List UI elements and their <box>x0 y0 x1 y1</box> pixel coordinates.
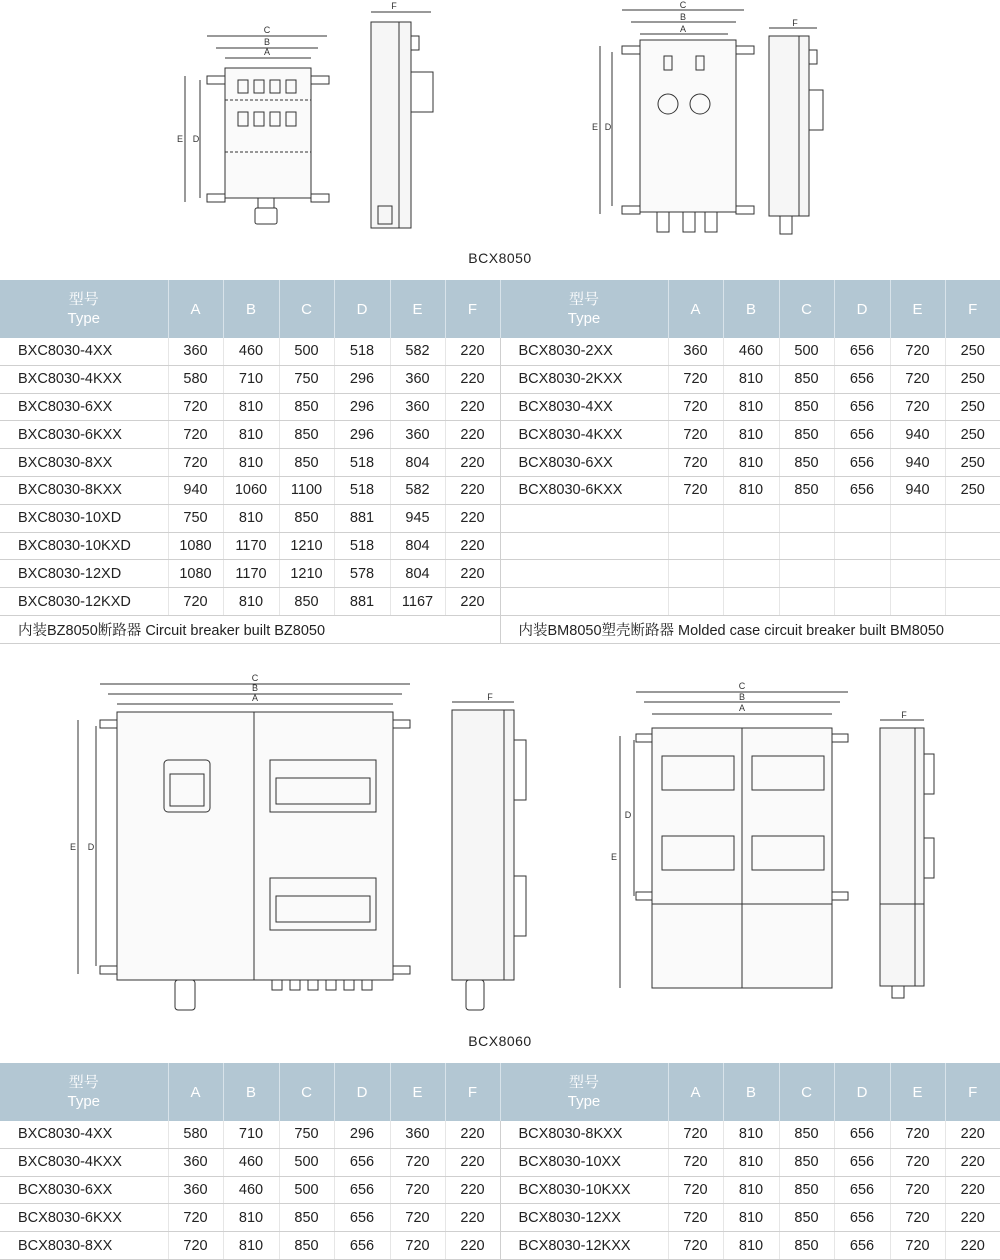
value-cell: 720 <box>668 449 723 477</box>
value-cell: 250 <box>945 338 1000 365</box>
value-cell: 810 <box>723 1148 779 1176</box>
value-cell: 500 <box>279 1176 334 1204</box>
value-cell <box>890 588 945 616</box>
type-cell: BCX8030-4XX <box>500 393 668 421</box>
table-row <box>0 1232 1000 1260</box>
value-cell: 1170 <box>223 560 279 588</box>
value-cell: 810 <box>223 588 279 616</box>
spec-table-bcx8060 <box>0 1063 1000 1260</box>
bcx8050-technical-drawing <box>0 0 1000 250</box>
value-cell: 220 <box>945 1148 1000 1176</box>
value-cell: 810 <box>223 1204 279 1232</box>
value-cell: 881 <box>334 588 390 616</box>
value-cell: 940 <box>168 476 223 504</box>
value-cell: 1100 <box>279 476 334 504</box>
dim-label-f: F <box>487 692 493 702</box>
value-cell <box>945 588 1000 616</box>
value-cell: 720 <box>668 393 723 421</box>
value-cell <box>779 588 834 616</box>
header-e: E <box>390 280 445 338</box>
value-cell: 656 <box>834 1148 890 1176</box>
value-cell: 360 <box>668 338 723 365</box>
value-cell: 220 <box>445 1148 500 1176</box>
note-row <box>0 615 1000 643</box>
value-cell: 656 <box>834 476 890 504</box>
value-cell <box>834 504 890 532</box>
value-cell: 720 <box>668 365 723 393</box>
type-cell: BXC8030-4KXX <box>0 365 168 393</box>
header-a: A <box>168 1063 223 1121</box>
value-cell: 881 <box>334 504 390 532</box>
dim-label-c: C <box>263 25 271 35</box>
value-cell: 850 <box>779 476 834 504</box>
value-cell: 850 <box>779 1148 834 1176</box>
type-cell: BCX8030-2KXX <box>500 365 668 393</box>
value-cell: 810 <box>723 421 779 449</box>
value-cell: 220 <box>445 1232 500 1260</box>
value-cell: 850 <box>279 1204 334 1232</box>
value-cell: 578 <box>334 560 390 588</box>
value-cell: 656 <box>834 1232 890 1260</box>
value-cell: 360 <box>390 1121 445 1148</box>
value-cell: 582 <box>390 338 445 365</box>
value-cell: 460 <box>223 338 279 365</box>
value-cell <box>723 588 779 616</box>
value-cell: 360 <box>168 1148 223 1176</box>
value-cell: 720 <box>390 1204 445 1232</box>
value-cell: 850 <box>779 421 834 449</box>
value-cell: 360 <box>390 393 445 421</box>
enclosure-side-body <box>371 22 411 228</box>
header-a: A <box>668 1063 723 1121</box>
dim-label-f: F <box>901 710 907 720</box>
dim-label-b: B <box>251 683 259 693</box>
type-cell: BCX8030-6KXX <box>0 1204 168 1232</box>
dim-label-a: A <box>251 693 259 703</box>
table-body <box>0 338 1000 643</box>
value-cell <box>723 532 779 560</box>
header-c: C <box>279 1063 334 1121</box>
table-row <box>0 504 1000 532</box>
value-cell: 656 <box>834 393 890 421</box>
value-cell: 810 <box>723 1232 779 1260</box>
dim-label-f: F <box>792 18 798 28</box>
dim-label-c: C <box>738 681 746 691</box>
value-cell: 720 <box>890 365 945 393</box>
dim-label-b: B <box>738 692 746 702</box>
header-d: D <box>834 1063 890 1121</box>
type-cell: BCX8030-8KXX <box>500 1121 668 1148</box>
value-cell: 518 <box>334 449 390 477</box>
dim-label-c: C <box>679 0 687 10</box>
value-cell <box>723 560 779 588</box>
value-cell: 940 <box>890 476 945 504</box>
value-cell: 500 <box>279 1148 334 1176</box>
value-cell: 500 <box>779 338 834 365</box>
value-cell: 250 <box>945 449 1000 477</box>
value-cell: 850 <box>779 393 834 421</box>
header-e: E <box>890 280 945 338</box>
table-row <box>0 476 1000 504</box>
value-cell: 720 <box>668 1204 723 1232</box>
header-d: D <box>834 280 890 338</box>
dim-label-d: D <box>604 122 612 132</box>
value-cell <box>779 560 834 588</box>
header-type: 型号 Type <box>500 280 668 338</box>
header-c: C <box>779 1063 834 1121</box>
value-cell: 656 <box>834 365 890 393</box>
value-cell: 750 <box>279 1121 334 1148</box>
header-f: F <box>945 1063 1000 1121</box>
value-cell: 1210 <box>279 560 334 588</box>
dim-label-d: D <box>192 134 200 144</box>
table-row <box>0 449 1000 477</box>
value-cell: 360 <box>390 365 445 393</box>
value-cell <box>834 560 890 588</box>
value-cell: 940 <box>890 449 945 477</box>
caption-bcx8050: BCX8050 <box>468 250 532 266</box>
value-cell: 220 <box>445 338 500 365</box>
value-cell: 750 <box>279 365 334 393</box>
type-cell: BCX8030-10KXX <box>500 1176 668 1204</box>
value-cell: 518 <box>334 338 390 365</box>
header-type: 型号 Type <box>500 1063 668 1121</box>
value-cell: 220 <box>445 1204 500 1232</box>
value-cell: 720 <box>890 1148 945 1176</box>
value-cell: 1167 <box>390 588 445 616</box>
value-cell: 720 <box>668 1232 723 1260</box>
value-cell: 810 <box>723 1176 779 1204</box>
value-cell: 360 <box>168 338 223 365</box>
dim-label-b: B <box>679 12 687 22</box>
value-cell: 850 <box>779 365 834 393</box>
dim-label-a: A <box>263 47 271 57</box>
header-f: F <box>445 1063 500 1121</box>
value-cell: 656 <box>834 1204 890 1232</box>
header-f: F <box>445 280 500 338</box>
type-cell <box>500 532 668 560</box>
value-cell: 220 <box>445 393 500 421</box>
value-cell <box>890 532 945 560</box>
table-row <box>0 1121 1000 1148</box>
dim-label-d: D <box>624 810 632 820</box>
value-cell <box>945 504 1000 532</box>
value-cell: 220 <box>445 476 500 504</box>
value-cell: 220 <box>945 1121 1000 1148</box>
value-cell: 720 <box>668 1148 723 1176</box>
header-type: 型号 Type <box>0 1063 168 1121</box>
header-d: D <box>334 1063 390 1121</box>
value-cell <box>834 532 890 560</box>
value-cell: 810 <box>723 476 779 504</box>
table-row <box>0 421 1000 449</box>
value-cell: 518 <box>334 532 390 560</box>
value-cell: 1170 <box>223 532 279 560</box>
value-cell: 720 <box>668 421 723 449</box>
header-type: 型号 Type <box>0 280 168 338</box>
type-cell: BXC8030-4XX <box>0 338 168 365</box>
value-cell: 810 <box>723 1204 779 1232</box>
value-cell <box>834 588 890 616</box>
value-cell: 220 <box>445 532 500 560</box>
value-cell: 220 <box>445 588 500 616</box>
dim-label-e: E <box>176 134 184 144</box>
value-cell: 850 <box>779 1121 834 1148</box>
value-cell: 656 <box>334 1148 390 1176</box>
value-cell: 360 <box>390 421 445 449</box>
dim-label-d: D <box>87 842 95 852</box>
header-b: B <box>223 1063 279 1121</box>
table-header-row <box>0 280 1000 338</box>
type-cell: BCX8030-10XX <box>500 1148 668 1176</box>
table-row <box>0 532 1000 560</box>
header-d: D <box>334 280 390 338</box>
value-cell: 1060 <box>223 476 279 504</box>
note-left: 内装BZ8050断路器 Circuit breaker built BZ8050 <box>0 615 500 643</box>
value-cell: 850 <box>279 449 334 477</box>
value-cell: 220 <box>445 560 500 588</box>
value-cell: 810 <box>223 1232 279 1260</box>
type-cell: BXC8030-12KXD <box>0 588 168 616</box>
type-cell: BXC8030-10KXD <box>0 532 168 560</box>
value-cell <box>723 504 779 532</box>
value-cell: 656 <box>834 421 890 449</box>
value-cell: 296 <box>334 365 390 393</box>
type-cell: BCX8030-12KXX <box>500 1232 668 1260</box>
value-cell: 220 <box>945 1176 1000 1204</box>
value-cell: 250 <box>945 393 1000 421</box>
table-row <box>0 588 1000 616</box>
value-cell: 250 <box>945 476 1000 504</box>
value-cell: 720 <box>890 1121 945 1148</box>
value-cell: 580 <box>168 365 223 393</box>
header-e: E <box>890 1063 945 1121</box>
value-cell: 850 <box>779 449 834 477</box>
value-cell: 582 <box>390 476 445 504</box>
dim-label-f: F <box>391 1 397 11</box>
value-cell: 804 <box>390 449 445 477</box>
value-cell: 945 <box>390 504 445 532</box>
value-cell: 720 <box>168 393 223 421</box>
dim-label-a: A <box>679 24 687 34</box>
value-cell <box>890 560 945 588</box>
value-cell: 810 <box>723 393 779 421</box>
type-cell: BCX8030-6XX <box>500 449 668 477</box>
type-cell: BCX8030-12XX <box>500 1204 668 1232</box>
dim-label-b: B <box>263 37 271 47</box>
value-cell: 804 <box>390 532 445 560</box>
value-cell: 296 <box>334 393 390 421</box>
table-row <box>0 1148 1000 1176</box>
dim-label-e: E <box>591 122 599 132</box>
enclosure-front-body-2 <box>640 40 736 212</box>
value-cell: 720 <box>890 1204 945 1232</box>
type-cell: BCX8030-2XX <box>500 338 668 365</box>
type-cell: BXC8030-8KXX <box>0 476 168 504</box>
value-cell: 220 <box>945 1204 1000 1232</box>
value-cell: 720 <box>168 1204 223 1232</box>
type-cell: BCX8030-4KXX <box>500 421 668 449</box>
bottom-drawings <box>0 660 1000 1030</box>
value-cell: 850 <box>279 504 334 532</box>
type-cell <box>500 588 668 616</box>
table-row <box>0 1204 1000 1232</box>
value-cell: 810 <box>723 449 779 477</box>
value-cell <box>668 588 723 616</box>
bcx8060-technical-drawing <box>0 660 1000 1030</box>
top-drawings <box>0 0 1000 250</box>
value-cell: 656 <box>334 1176 390 1204</box>
value-cell: 850 <box>279 1232 334 1260</box>
value-cell: 720 <box>168 449 223 477</box>
value-cell: 720 <box>668 476 723 504</box>
type-cell: BXC8030-12XD <box>0 560 168 588</box>
value-cell: 220 <box>945 1232 1000 1260</box>
value-cell <box>779 532 834 560</box>
value-cell: 810 <box>223 504 279 532</box>
value-cell: 720 <box>390 1148 445 1176</box>
type-cell: BCX8030-6KXX <box>500 476 668 504</box>
caption-bcx8060: BCX8060 <box>468 1033 532 1049</box>
value-cell: 720 <box>168 421 223 449</box>
value-cell <box>668 532 723 560</box>
value-cell: 460 <box>223 1148 279 1176</box>
value-cell: 296 <box>334 1121 390 1148</box>
value-cell: 656 <box>834 1121 890 1148</box>
value-cell: 220 <box>445 1176 500 1204</box>
value-cell: 810 <box>223 421 279 449</box>
value-cell: 518 <box>334 476 390 504</box>
value-cell: 220 <box>445 421 500 449</box>
value-cell: 720 <box>890 338 945 365</box>
value-cell: 720 <box>890 1232 945 1260</box>
value-cell: 656 <box>334 1204 390 1232</box>
value-cell: 720 <box>390 1176 445 1204</box>
spec-table-bcx8050 <box>0 280 1000 644</box>
value-cell <box>668 560 723 588</box>
dim-label-e: E <box>610 852 618 862</box>
value-cell: 720 <box>668 1176 723 1204</box>
value-cell: 810 <box>223 393 279 421</box>
type-cell: BXC8030-6XX <box>0 393 168 421</box>
header-b: B <box>723 280 779 338</box>
value-cell: 720 <box>668 1121 723 1148</box>
value-cell: 1210 <box>279 532 334 560</box>
table-row <box>0 560 1000 588</box>
header-a: A <box>668 280 723 338</box>
value-cell: 720 <box>890 1176 945 1204</box>
value-cell: 940 <box>890 421 945 449</box>
type-cell: BXC8030-4KXX <box>0 1148 168 1176</box>
value-cell: 460 <box>223 1176 279 1204</box>
value-cell: 656 <box>834 338 890 365</box>
type-cell: BCX8030-8XX <box>0 1232 168 1260</box>
table-body <box>0 1121 1000 1259</box>
table-header-row <box>0 1063 1000 1121</box>
value-cell <box>890 504 945 532</box>
value-cell: 656 <box>834 1176 890 1204</box>
table-row <box>0 393 1000 421</box>
dim-label-a: A <box>738 703 746 713</box>
dim-label-e: E <box>69 842 77 852</box>
value-cell: 656 <box>334 1232 390 1260</box>
value-cell <box>945 560 1000 588</box>
value-cell: 360 <box>168 1176 223 1204</box>
value-cell: 656 <box>834 449 890 477</box>
value-cell: 720 <box>890 393 945 421</box>
value-cell: 500 <box>279 338 334 365</box>
header-b: B <box>223 280 279 338</box>
cabinet-front-body <box>117 712 393 980</box>
value-cell <box>779 504 834 532</box>
value-cell: 850 <box>279 421 334 449</box>
value-cell: 850 <box>279 393 334 421</box>
value-cell: 850 <box>779 1204 834 1232</box>
type-cell: BXC8030-8XX <box>0 449 168 477</box>
value-cell: 710 <box>223 365 279 393</box>
type-cell <box>500 560 668 588</box>
value-cell: 296 <box>334 421 390 449</box>
cabinet-side-body <box>452 710 514 980</box>
type-cell: BXC8030-10XD <box>0 504 168 532</box>
value-cell: 250 <box>945 421 1000 449</box>
value-cell: 1080 <box>168 560 223 588</box>
header-c: C <box>279 280 334 338</box>
value-cell: 720 <box>390 1232 445 1260</box>
value-cell: 1080 <box>168 532 223 560</box>
header-b: B <box>723 1063 779 1121</box>
header-e: E <box>390 1063 445 1121</box>
value-cell: 810 <box>723 365 779 393</box>
table-row <box>0 1176 1000 1204</box>
type-cell <box>500 504 668 532</box>
value-cell: 804 <box>390 560 445 588</box>
value-cell: 850 <box>779 1232 834 1260</box>
table-row <box>0 338 1000 365</box>
value-cell: 750 <box>168 504 223 532</box>
value-cell: 220 <box>445 504 500 532</box>
header-a: A <box>168 280 223 338</box>
header-c: C <box>779 280 834 338</box>
value-cell: 710 <box>223 1121 279 1148</box>
value-cell: 720 <box>168 1232 223 1260</box>
value-cell: 810 <box>723 1121 779 1148</box>
value-cell: 220 <box>445 1121 500 1148</box>
note-right: 内装BM8050塑壳断路器 Molded case circuit breaker built BM8050 <box>500 615 1000 643</box>
value-cell: 720 <box>168 588 223 616</box>
value-cell: 220 <box>445 449 500 477</box>
header-f: F <box>945 280 1000 338</box>
value-cell: 580 <box>168 1121 223 1148</box>
value-cell: 810 <box>223 449 279 477</box>
value-cell <box>668 504 723 532</box>
value-cell: 850 <box>779 1176 834 1204</box>
value-cell: 250 <box>945 365 1000 393</box>
type-cell: BCX8030-6XX <box>0 1176 168 1204</box>
value-cell: 460 <box>723 338 779 365</box>
value-cell: 220 <box>445 365 500 393</box>
value-cell: 850 <box>279 588 334 616</box>
value-cell <box>945 532 1000 560</box>
type-cell: BXC8030-4XX <box>0 1121 168 1148</box>
table-row <box>0 365 1000 393</box>
dim-label-c: C <box>251 673 259 683</box>
type-cell: BXC8030-6KXX <box>0 421 168 449</box>
